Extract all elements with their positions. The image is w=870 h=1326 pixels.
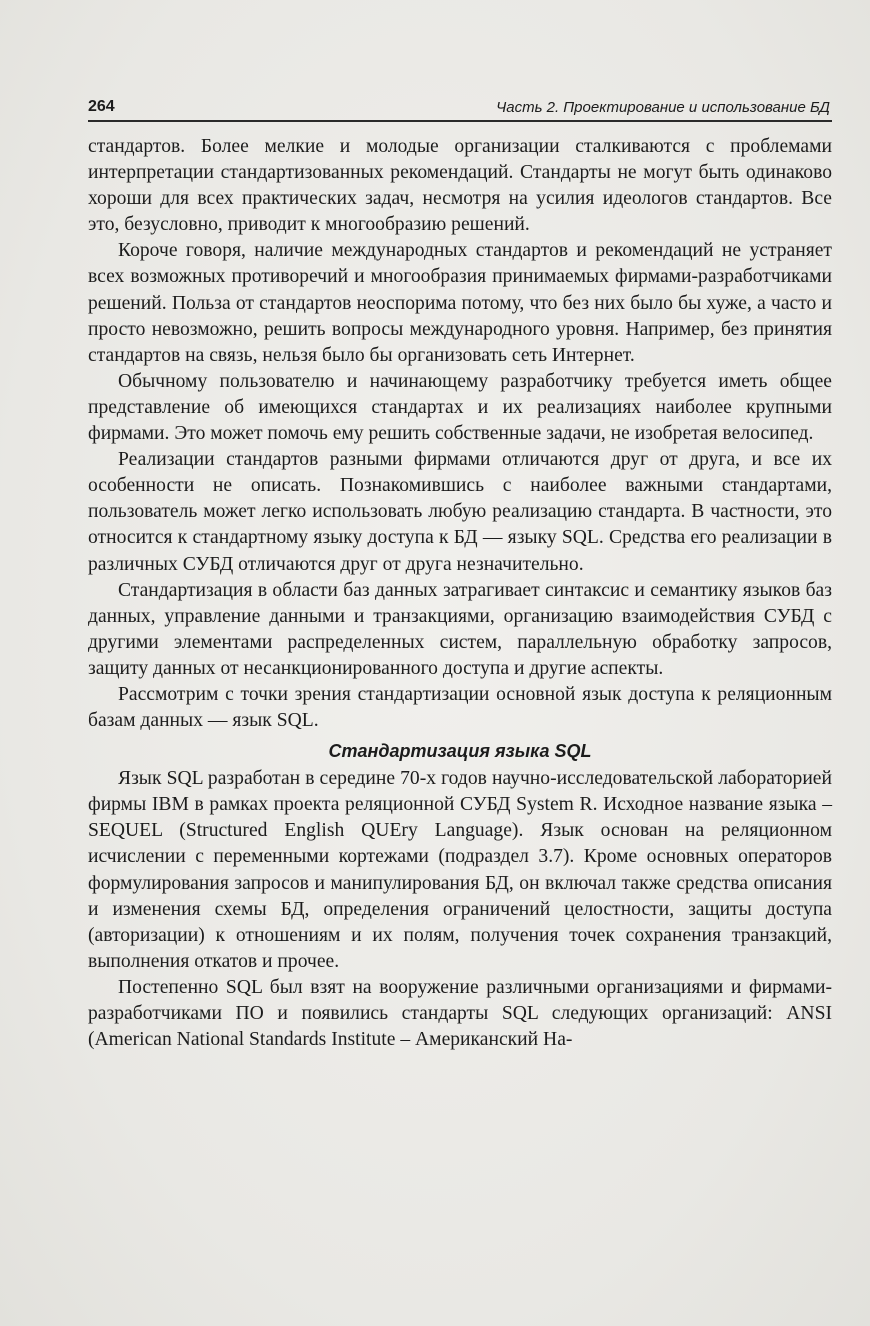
paragraph: стандартов. Более мелкие и молодые организации сталкиваются с проблемами интерпретации стандартизованных рекомендаций. Стандарты не могут быть одинаково хороши для всех практических задач, несмотря на усилия идеологов стандартов. Все это, безусловно, приводит к многообразию решений. <box>88 136 832 236</box>
page-header <box>88 96 832 122</box>
paragraph: Короче говоря, наличие международных стандартов и рекомендаций не устраняет всех возможных противоречий и многообразия принимаемых фирмами-разработчиками решений. Польза от стандартов неоспорима потому, что без них было бы хуже, а часто и просто невозможно, решить вопросы международного уровня. Например, без принятия стандартов на связь, нельзя было бы организовать сеть Интернет. <box>88 240 832 366</box>
body-text <box>88 134 832 1053</box>
paragraph: Реализации стандартов разными фирмами отличаются друг от друга, и все их особенности не описать. Познакомившись с наиболее важными стандартами, пользователь может легко использовать любую реализацию стандарта. В частности, это относится к стандартному языку доступа к БД — языку SQL. Средства его реализации в различных СУБД отличаются друг от друга незначительно. <box>88 449 832 575</box>
paragraph: Язык SQL разработан в середине 70-х годов научно-исследовательской лабораторией фирмы IBM в рамках проекта реляционной СУБД System R. Исходное название языка – SEQUEL (Structured English QUEry Language). Язык основан на реляционном исчислении с переменными кортежами (подраздел 3.7). Кроме основных операторов формулирования запросов и манипулирования БД, он включал также средства описания и изменения схемы БД, определения ограничений целостности, защиты доступа (авторизации) к отношениям и их полям, получения точек сохранения транзакций, выполнения откатов и прочее. <box>88 768 832 972</box>
paragraph: Стандартизация в области баз данных затрагивает синтаксис и семантику языков баз данных, управление данными и транзакциями, организацию взаимодействия СУБД с другими элементами распределенных систем, параллельную обработку запросов, защиту данных от несанкционированного доступа и другие аспекты. <box>88 579 832 679</box>
running-title: Часть 2. Проектирование и использование БД <box>496 99 830 116</box>
paragraph: Постепенно SQL был взят на вооружение различными организациями и фирмами-разработчиками ПО и появились стандарты SQL следующих организаций: ANSI (American National Standards Institute – Американский На- <box>88 976 832 1051</box>
paragraph: Рассмотрим с точки зрения стандартизации основной язык доступа к реляционным базам данных — язык SQL. <box>88 683 832 732</box>
paragraph: Обычному пользователю и начинающему разработчику требуется иметь общее представление об имеющихся стандартах и их реализациях наиболее крупными фирмами. Это может помочь ему решить собственные задачи, не изобретая велосипед. <box>88 370 832 445</box>
section-heading: Стандартизация языка SQL <box>328 741 592 762</box>
page-number: 264 <box>88 98 115 115</box>
